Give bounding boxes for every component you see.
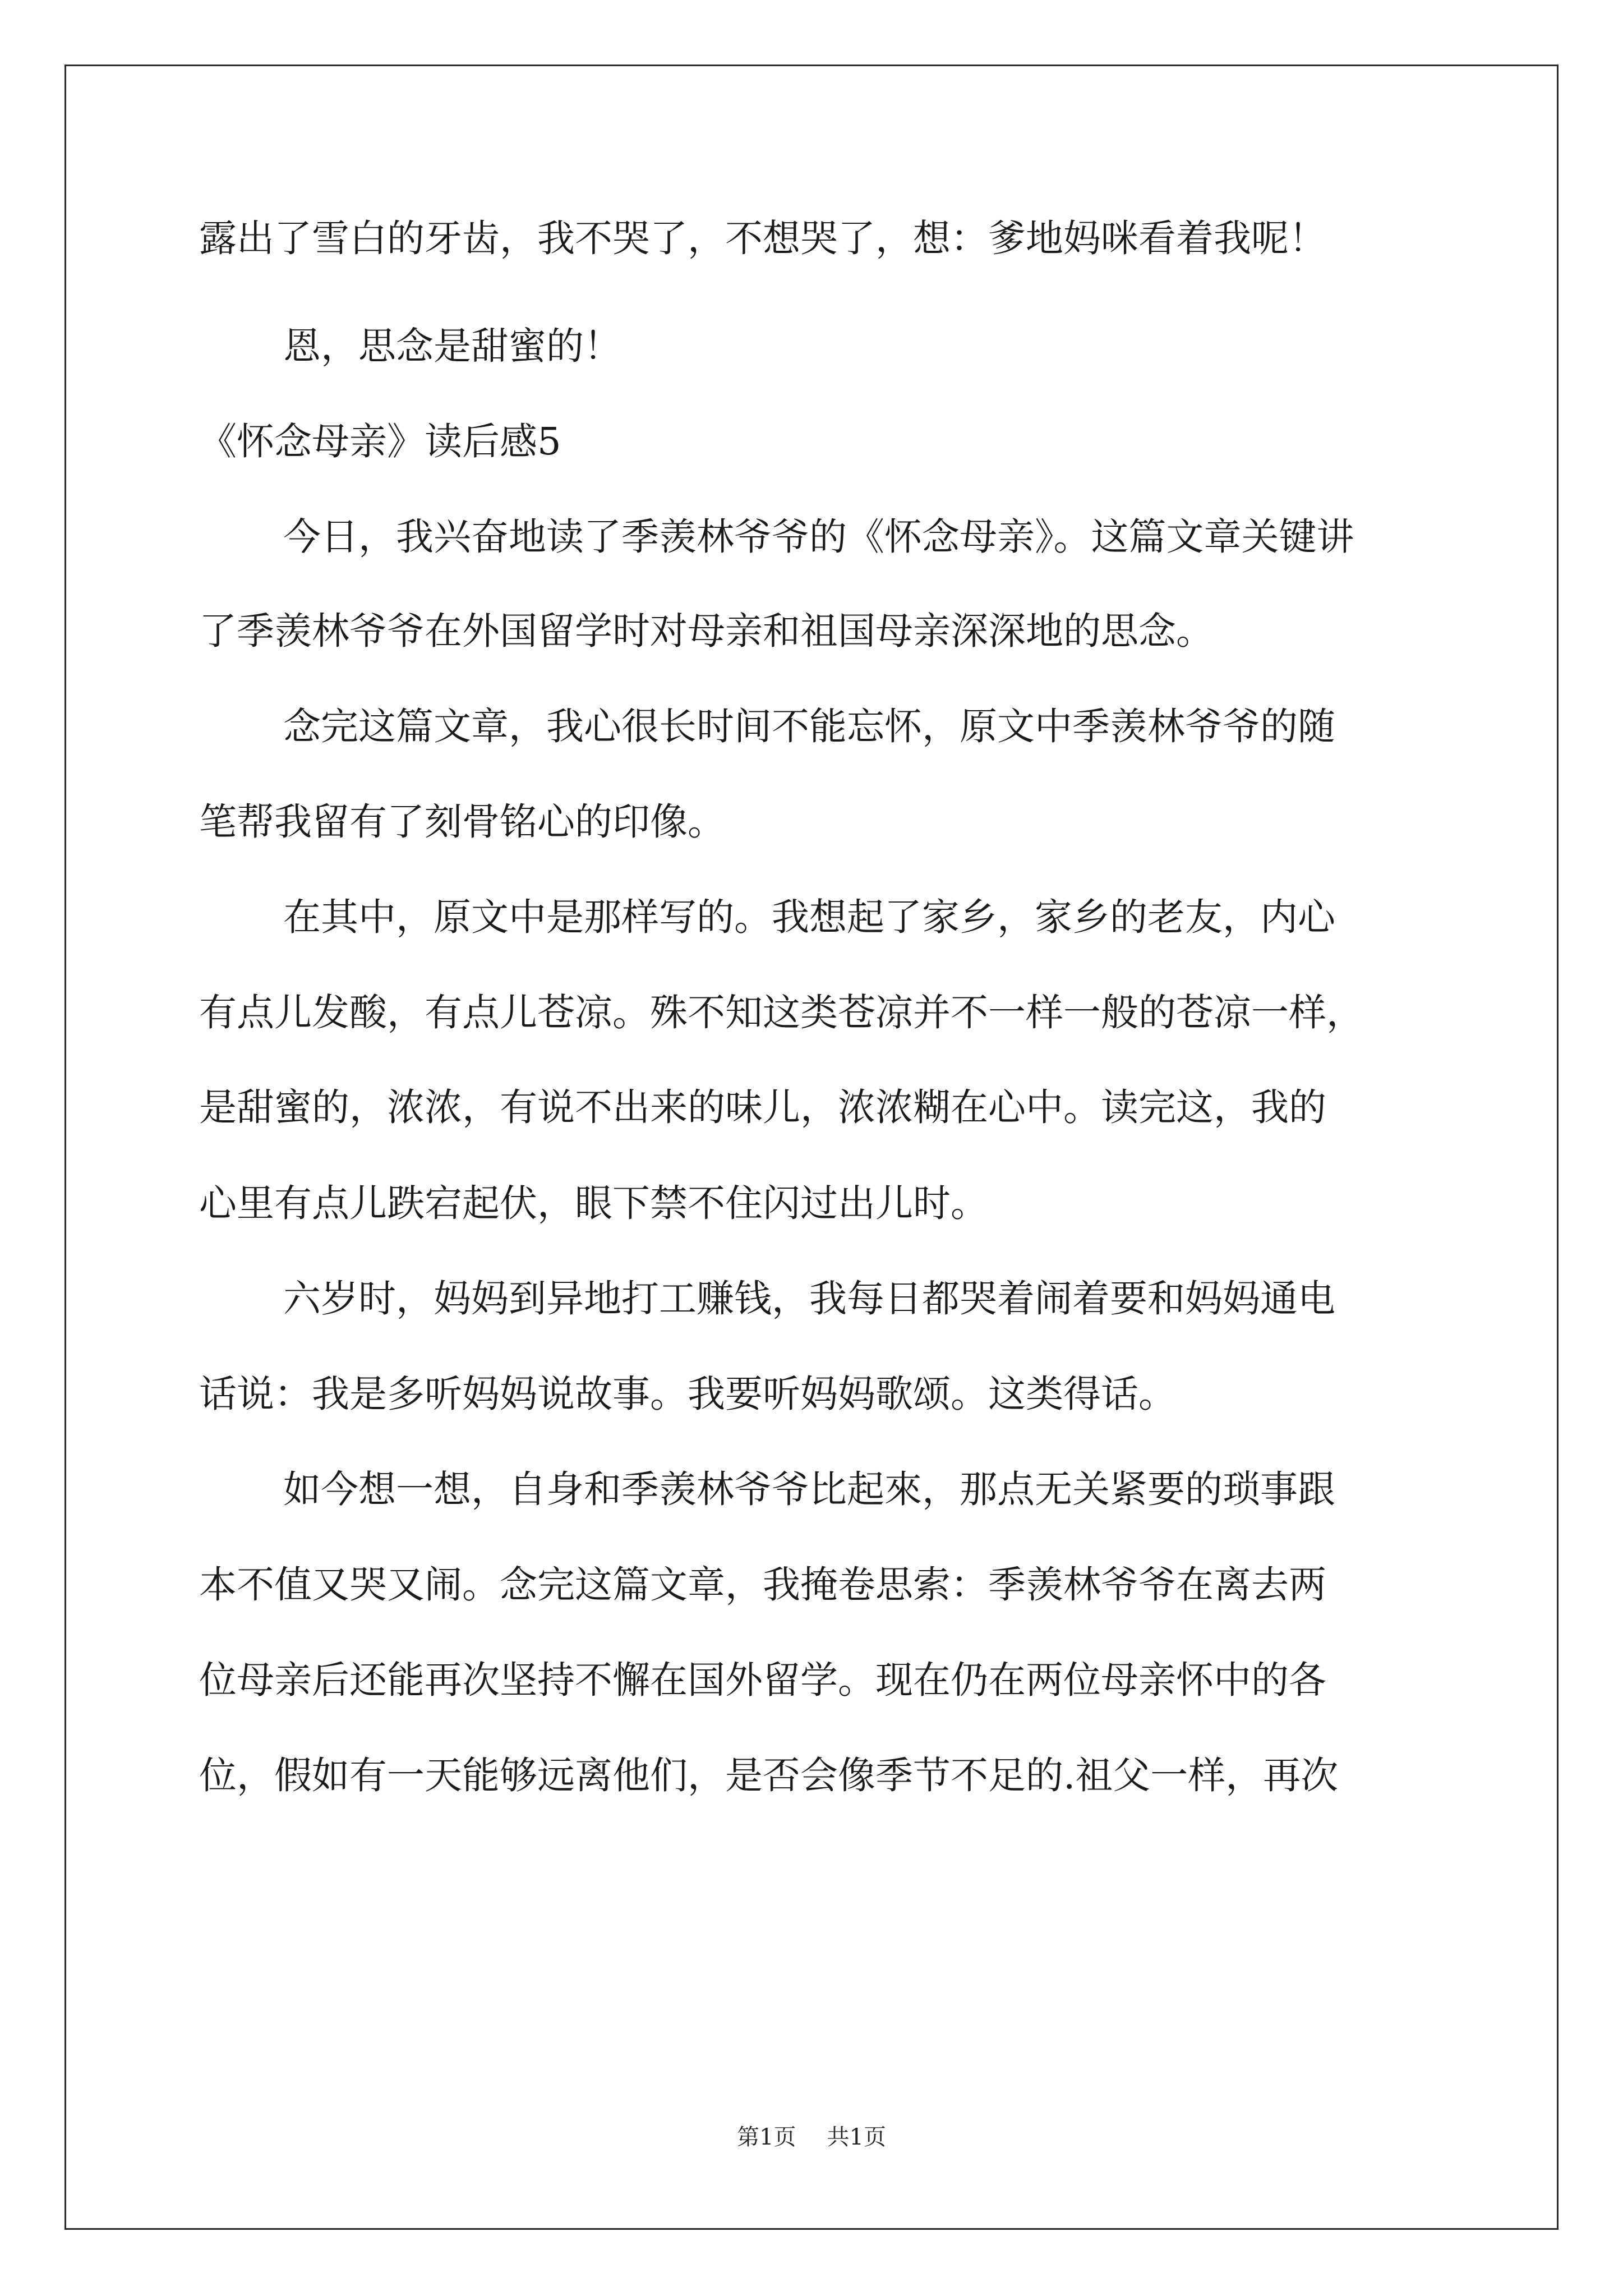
paragraph-line: 本不值又哭又闹。念完这篇文章，我掩卷思索：季羡林爷爷在离去两 (199, 1563, 1326, 1607)
paragraph-line: 在其中，原文中是那样写的。我想起了家乡，家乡的老友，内心 (283, 895, 1335, 939)
paragraph-line: 位，假如有一天能够远离他们，是否会像季节不足的.祖父一样，再次 (199, 1754, 1339, 1797)
paragraph-line: 今日，我兴奋地读了季羡林爷爷的《怀念母亲》。这篇文章关键讲 (283, 515, 1354, 559)
paragraph-line: 话说：我是多听妈妈说故事。我要听妈妈歌颂。这类得话。 (199, 1372, 1176, 1416)
page-number: 第1页 (737, 2124, 796, 2150)
paragraph-line: 有点儿发酸，有点儿苍凉。殊不知这类苍凉并不一样一般的苍凉一样， (199, 991, 1364, 1034)
paragraph-line: 是甜蜜的，浓浓，有说不出来的味儿，浓浓糊在心中。读完这，我的 (199, 1085, 1326, 1129)
section-heading: 《怀念母亲》读后感5 (199, 420, 561, 463)
paragraph-line: 露出了雪白的牙齿，我不哭了，不想哭了，想：爹地妈咪看着我呢！ (199, 217, 1326, 260)
paragraph-line: 六岁时，妈妈到异地打工赚钱，我每日都哭着闹着要和妈妈通电 (283, 1277, 1335, 1320)
paragraph-line: 恩，思念是甜蜜的！ (283, 324, 621, 368)
paragraph-line: 笔帮我留有了刻骨铭心的印像。 (199, 800, 725, 844)
paragraph-line: 念完这篇文章，我心很长时间不能忘怀，原文中季羡林爷爷的随 (283, 705, 1335, 748)
paragraph-line: 如今想一想，自身和季羡林爷爷比起來，那点无关紧要的琐事跟 (283, 1467, 1335, 1511)
page-border (64, 65, 1559, 2230)
page-total: 共1页 (827, 2124, 886, 2150)
paragraph-line: 心里有点儿跌宕起伏，眼下禁不住闪过出儿时。 (199, 1181, 988, 1225)
page-footer (0, 2120, 1623, 2154)
paragraph-line: 了季羡林爷爷在外国留学时对母亲和祖国母亲深深地的思念。 (199, 609, 1214, 653)
paragraph-line: 位母亲后还能再次坚持不懈在国外留学。现在仍在两位母亲怀中的各 (199, 1658, 1326, 1702)
